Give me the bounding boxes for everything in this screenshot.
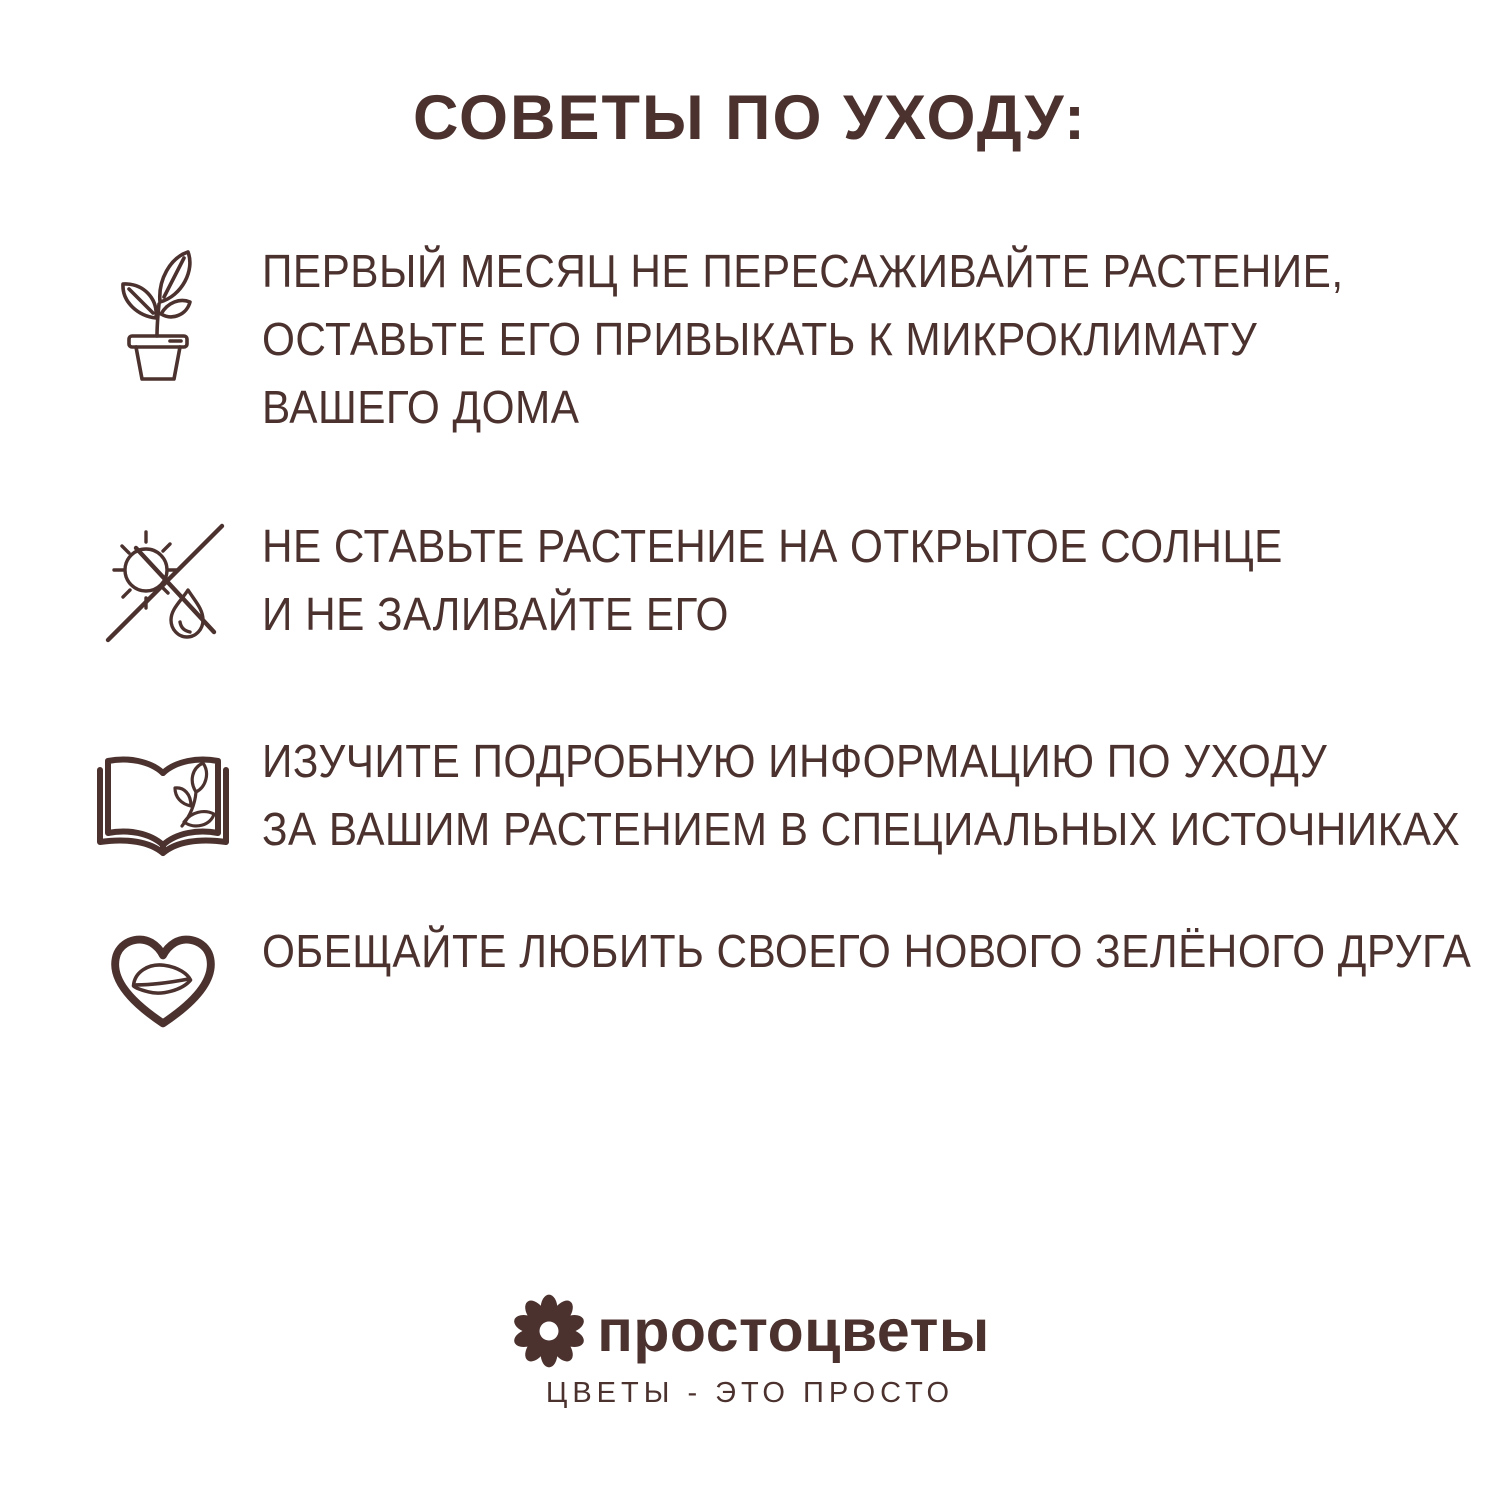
- brand-footer: [0, 1292, 1500, 1410]
- tip-text-line: ОСТАВЬТЕ ЕГО ПРИВЫКАТЬ К МИКРОКЛИМАТУ: [262, 313, 1258, 365]
- tip-text-line: НЕ СТАВЬТЕ РАСТЕНИЕ НА ОТКРЫТОЕ СОЛНЦЕ: [262, 520, 1283, 572]
- tip-text-line: ОБЕЩАЙТЕ ЛЮБИТЬ СВОЕГО НОВОГО ЗЕЛЁНОГО ДРУГА: [262, 925, 1472, 977]
- tip-text-line: И НЕ ЗАЛИВАЙТЕ ЕГО: [262, 588, 729, 640]
- flower-logo-icon: [510, 1292, 588, 1370]
- brand-name: простоцветы: [597, 1298, 990, 1364]
- tip-text: [262, 512, 1283, 648]
- tip-text: [262, 727, 1460, 863]
- brand-tagline: ЦВЕТЫ - ЭТО ПРОСТО: [545, 1377, 955, 1409]
- heart-with-leaf-icon: [100, 922, 226, 1038]
- tip-text-line: ВАШЕГО ДОМА: [262, 381, 580, 433]
- page-title: СОВЕТЫ ПО УХОДУ:: [413, 83, 1087, 153]
- tip-text: [262, 917, 1471, 985]
- potted-plant-icon: [98, 242, 230, 382]
- no-sun-no-overwatering-icon: [92, 510, 238, 656]
- tip-text: [262, 237, 1344, 441]
- care-book-with-sprig-icon: [88, 746, 238, 866]
- tip-text-line: ЗА ВАШИМ РАСТЕНИЕМ В СПЕЦИАЛЬНЫХ ИСТОЧНИКАХ: [262, 803, 1461, 855]
- tip-text-line: ПЕРВЫЙ МЕСЯЦ НЕ ПЕРЕСАЖИВАЙТЕ РАСТЕНИЕ,: [262, 245, 1344, 297]
- tip-text-line: ИЗУЧИТЕ ПОДРОБНУЮ ИНФОРМАЦИЮ ПО УХОДУ: [262, 735, 1328, 787]
